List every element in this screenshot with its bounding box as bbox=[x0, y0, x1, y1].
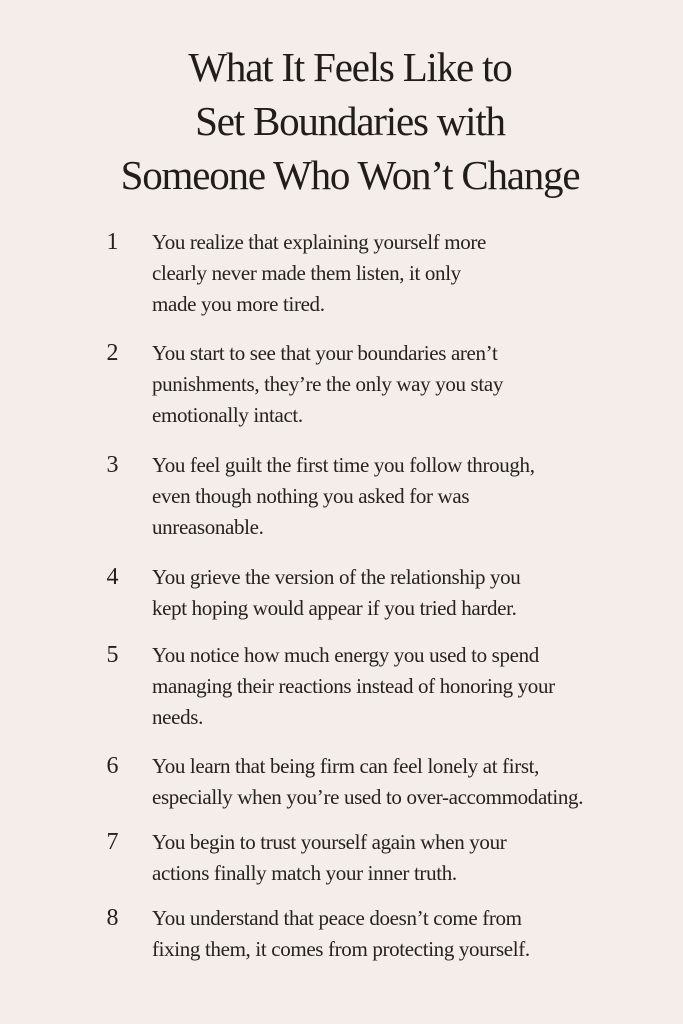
title-line-2: Set Boundaries with bbox=[195, 98, 505, 144]
item-number: 6 bbox=[106, 753, 119, 779]
item-text-line: You grieve the version of the relationship you bbox=[152, 565, 521, 589]
item-text-line: You feel guilt the first time you follow through, bbox=[152, 453, 535, 477]
item-text-line: You realize that explaining yourself more bbox=[152, 230, 487, 254]
item-text-line: actions finally match your inner truth. bbox=[152, 861, 457, 885]
item-number: 7 bbox=[106, 829, 119, 855]
item-number: 1 bbox=[106, 229, 119, 255]
item-text-line: fixing them, it comes from protecting yourself. bbox=[152, 937, 530, 961]
item-text-line: needs. bbox=[152, 705, 203, 729]
item-text-line: clearly never made them listen, it only bbox=[152, 261, 461, 285]
item-number: 2 bbox=[106, 340, 119, 366]
item-text bbox=[152, 338, 652, 431]
item-text bbox=[152, 751, 652, 813]
title-line-3: Someone Who Won’t Change bbox=[120, 152, 580, 198]
item-text bbox=[152, 827, 652, 889]
item-text-line: You start to see that your boundaries aren’t bbox=[152, 341, 498, 365]
item-text bbox=[152, 227, 652, 320]
item-text bbox=[152, 903, 652, 965]
item-text-line: kept hoping would appear if you tried harder. bbox=[152, 596, 517, 620]
item-text-line: punishments, they’re the only way you stay bbox=[152, 372, 503, 396]
item-text-line: You understand that peace doesn’t come from bbox=[152, 906, 522, 930]
item-number: 4 bbox=[106, 564, 119, 590]
item-number: 8 bbox=[106, 905, 119, 931]
item-text bbox=[152, 640, 652, 733]
item-text-line: managing their reactions instead of honoring your bbox=[152, 674, 555, 698]
item-text bbox=[152, 450, 652, 543]
item-number: 5 bbox=[106, 642, 119, 668]
item-text-line: You learn that being firm can feel lonely at first, bbox=[152, 754, 540, 778]
item-text-line: You begin to trust yourself again when your bbox=[152, 830, 507, 854]
item-text-line: emotionally intact. bbox=[152, 403, 303, 427]
item-text-line: unreasonable. bbox=[152, 515, 264, 539]
title-line-1: What It Feels Like to bbox=[188, 44, 512, 90]
item-text-line: even though nothing you asked for was bbox=[152, 484, 470, 508]
item-number: 3 bbox=[106, 452, 119, 478]
item-text-line: You notice how much energy you used to spend bbox=[152, 643, 539, 667]
item-text bbox=[152, 562, 652, 624]
item-text-line: especially when you’re used to over-accommodating. bbox=[152, 785, 584, 809]
item-text-line: made you more tired. bbox=[152, 292, 325, 316]
